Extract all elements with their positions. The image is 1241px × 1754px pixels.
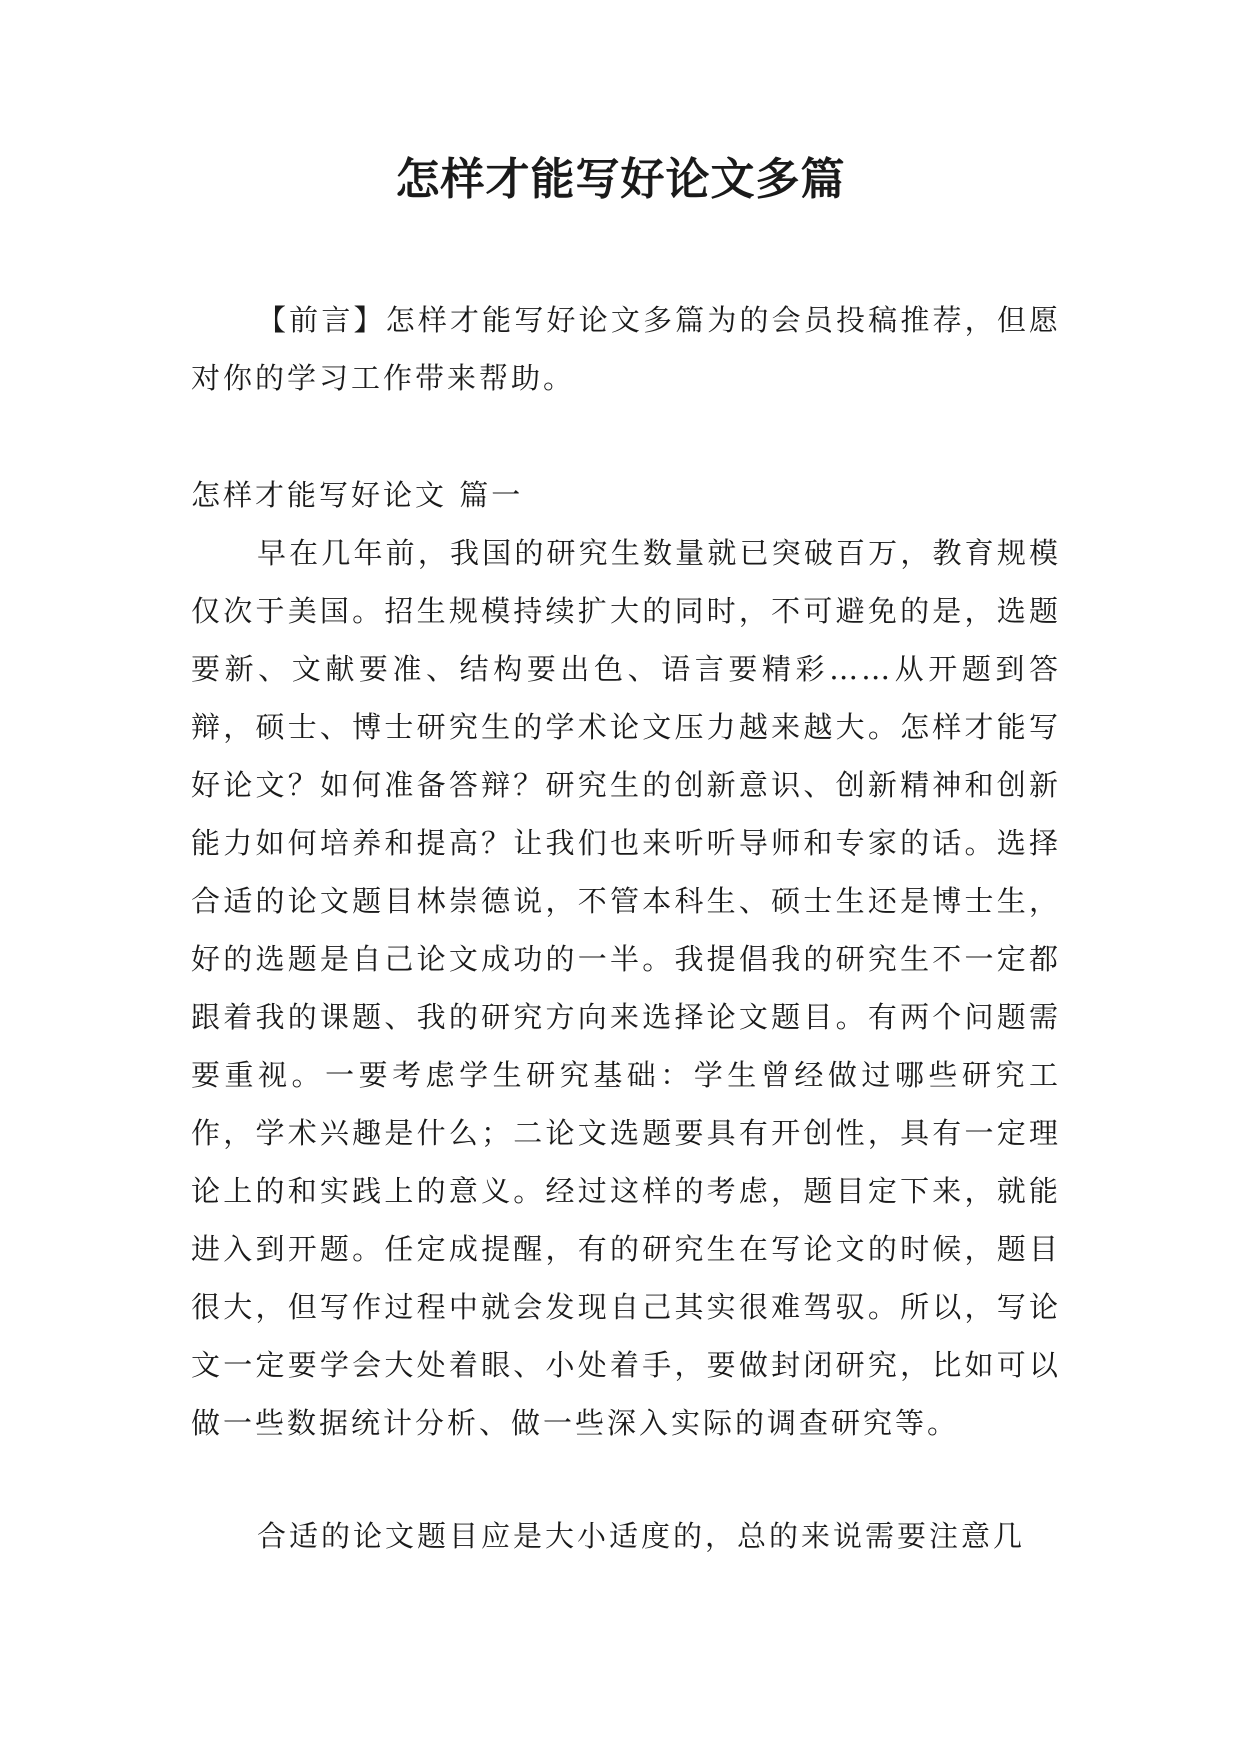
section-heading: 怎样才能写好论文 篇一 bbox=[191, 478, 524, 512]
document-title: 怎样才能写好论文多篇 bbox=[395, 154, 846, 205]
intro-paragraph: 【前言】怎样才能写好论文多篇为的会员投稿推荐，但愿对你的学习工作带来帮助。 bbox=[191, 303, 1061, 395]
body-paragraph: 早在几年前，我国的研究生数量就已突破百万，教育规模仅次于美国。招生规模持续扩大的同时，不可避免的是，选题要新、文献要准、结构要出色、语言要精彩……从开题到答辩，硕士、博士研究生的学术论文压力越来越大。怎样才能写好论文？如何准备答辩？研究生的创新意识、创新精神和创新能力如何培养和提高？让我们也来听听导师和专家的话。选择合适的论文题目林崇德说，不管本科生、硕士生还是博士生，好的选题是自己论文成功的一半。我提倡我的研究生不一定都跟着我的课题、我的研究方向来选择论文题目。有两个问题需要重视。一要考虑学生研究基础：学生曾经做过哪些研究工作，学术兴趣是什么；二论文选题要具有开创性，具有一定理论上的和实践上的意义。经过这样的考虑，题目定下来，就能进入到开题。任定成提醒，有的研究生在写论文的时候，题目很大，但写作过程中就会发现自己其实很难驾驭。所以，写论文一定要学会大处着眼、小处着手，要做封闭研究，比如可以做一些数据统计分析、做一些深入实际的调查研究等。 bbox=[191, 536, 1061, 1440]
body-paragraph: 合适的论文题目应是大小适度的，总的来说需要注意几 bbox=[257, 1519, 1026, 1553]
